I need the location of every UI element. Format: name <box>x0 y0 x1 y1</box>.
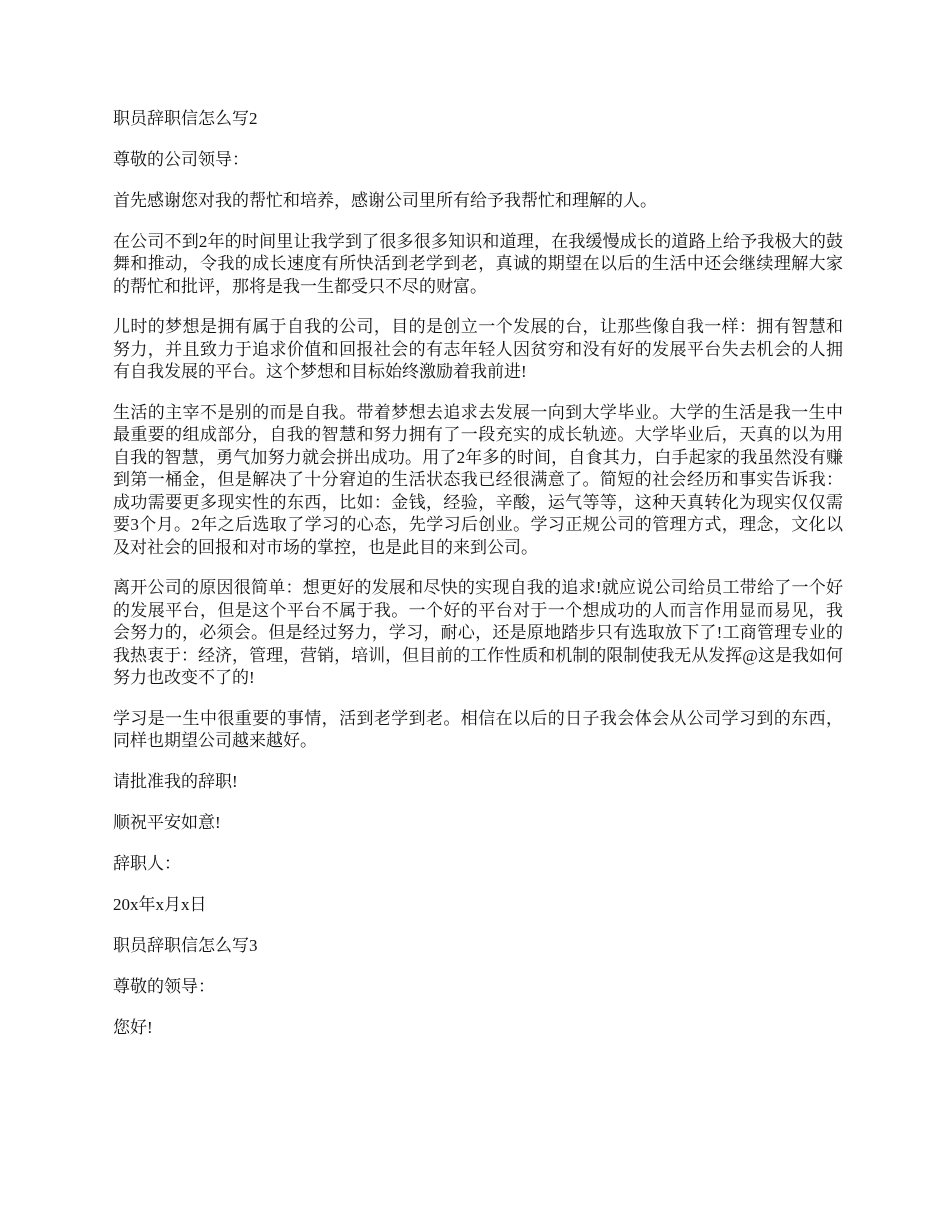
section-title: 职员辞职信怎么写3 <box>113 935 258 955</box>
section-title: 职员辞职信怎么写2 <box>113 109 258 128</box>
date-line: 20x年x月x日 <box>113 894 207 914</box>
body-paragraph: 离开公司的原因很简单：想更好的发展和尽快的实现自我的追求!就应说公司给员工带给了一个好的发展平台，但是这个平台不属于我。一个好的平台对于一个想成功的人而言作用显而易见，我会努力的，必须会。但是经过努力，学习，耐心，还是原地踏步只有选取放下了!工商管理专业的我热衷于：经济，管理，营销，培训，但目前的工作性质和机制的限制使我无从发挥@这是我如何努力也改变不了的! <box>113 578 843 687</box>
body-paragraph: 生活的主宰不是别的而是自我。带着梦想去追求去发展一向到大学毕业。大学的生活是我一生中最重要的组成部分，自我的智慧和努力拥有了一段充实的成长轨迹。大学毕业后，天真的以为用自我的智慧，勇气加努力就会拼出成功。用了2年多的时间，自食其力，白手起家的我虽然没有赚到第一桶金，但是解决了十分窘迫的生活状态我已经很满意了。简短的社会经历和事实告诉我：成功需要更多现实性的东西，比如：金钱，经验，辛酸，运气等等，这种天真转化为现实仅仅需要3个月。2年之后选取了学习的心态，先学习后创业。学习正规公司的管理方式，理念，文化以及对社会的回报和对市场的掌控，也是此目的来到公司。 <box>113 402 843 557</box>
salutation: 尊敬的公司领导： <box>113 150 249 169</box>
signature-label: 辞职人： <box>113 853 181 873</box>
closing-request: 请批准我的辞职! <box>113 771 238 791</box>
body-paragraph: 在公司不到2年的时间里让我学到了很多很多知识和道理，在我缓慢成长的道路上给予我极大的鼓舞和推动，令我的成长速度有所快活到老学到老，真诚的期望在以后的生活中还会继续理解大家的帮忙和批评，那将是我一生都受只不尽的财富。 <box>113 231 843 296</box>
body-paragraph: 儿时的梦想是拥有属于自我的公司，目的是创立一个发展的台，让那些像自我一样：拥有智慧和努力，并且致力于追求价值和回报社会的有志年轻人因贫穷和没有好的发展平台失去机会的人拥有自我发展的平台。这个梦想和目标始终激励着我前进! <box>113 317 843 381</box>
closing-wish: 顺祝平安如意! <box>113 812 221 832</box>
body-paragraph: 学习是一生中很重要的事情，活到老学到老。相信在以后的日子我会体会从公司学习到的东西，同样也期望公司越来越好。 <box>113 708 843 750</box>
letter-document <box>113 108 843 1058</box>
salutation: 尊敬的领导： <box>113 976 215 996</box>
body-paragraph: 首先感谢您对我的帮忙和培养，感谢公司里所有给予我帮忙和理解的人。 <box>113 191 657 210</box>
greeting: 您好! <box>113 1017 153 1037</box>
